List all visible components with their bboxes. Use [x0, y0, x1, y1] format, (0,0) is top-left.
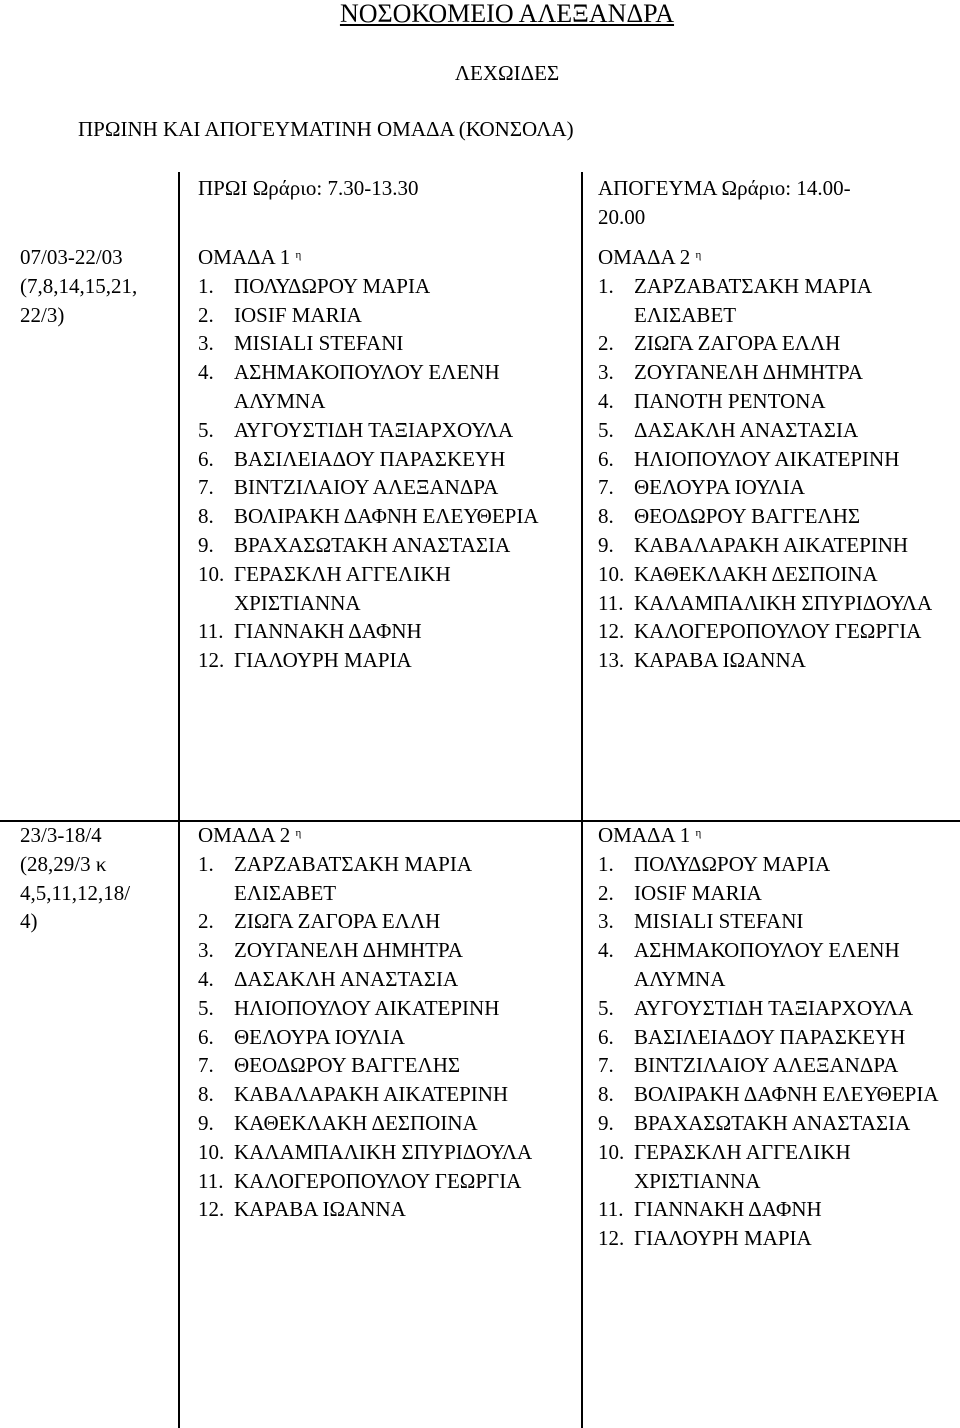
item-number: 5.	[198, 995, 214, 1020]
list-item	[198, 1195, 578, 1224]
person-name: ΘΕΛΟΥΡΑ ΙΟΥΛΙΑ	[634, 475, 805, 500]
list-item	[598, 850, 958, 879]
item-number: 12.	[598, 619, 625, 644]
item-number: 11.	[598, 1197, 624, 1222]
item-number: 1.	[598, 273, 614, 298]
item-number: 6.	[598, 446, 614, 471]
item-number: 10.	[598, 1139, 625, 1164]
item-number: 5.	[598, 417, 614, 442]
morning-shift-cell	[198, 821, 578, 1224]
item-number: 2.	[598, 331, 614, 356]
item-number: 5.	[598, 995, 614, 1020]
person-name: ΚΑΒΑΛΑΡΑΚΗ ΑΙΚΑΤΕΡΙΝΗ	[234, 1082, 509, 1107]
item-number: 8.	[598, 1082, 614, 1107]
morning-column-header: ΠΡΩΙ Ωράριο: 7.30-13.30	[198, 176, 419, 200]
person-name: ΔΑΣΑΚΛΗ ΑΝΑΣΤΑΣΙΑ	[234, 966, 459, 991]
group-label: ΟΜΑΔΑ 1 $^\eta$	[598, 823, 702, 847]
item-number: 10.	[198, 1139, 225, 1164]
person-name: ΚΑΘΕΚΛΑΚΗ ΔΕΣΠΟΙΝΑ	[634, 561, 878, 586]
list-item	[598, 1080, 958, 1109]
item-number: 12.	[198, 648, 225, 673]
group-label: ΟΜΑΔΑ 2 $^\eta$	[598, 245, 702, 269]
item-number: 9.	[198, 1110, 214, 1135]
item-number: 12.	[598, 1226, 625, 1251]
item-number: 8.	[598, 504, 614, 529]
item-number: 4.	[198, 966, 214, 991]
person-name: ΚΑΛΑΜΠΑΛΙΚΗ ΣΠΥΡΙΔΟΥΛΑ	[634, 590, 933, 615]
item-number: 12.	[198, 1197, 225, 1222]
table-divider-3	[178, 820, 180, 1428]
item-number: 4.	[198, 360, 214, 385]
list-item	[598, 1195, 958, 1224]
period-cell: 23/3-18/4 (28,29/3 κ 4,5,11,12,18/ 4)	[20, 823, 131, 934]
item-number: 4.	[598, 938, 614, 963]
table-divider-1	[178, 172, 180, 820]
list-item	[598, 1023, 958, 1052]
item-number: 9.	[598, 532, 614, 557]
list-item	[198, 301, 578, 330]
person-name: ΚΑΛΟΓΕΡΟΠΟΥΛΟΥ ΓΕΩΡΓΙΑ	[634, 619, 922, 644]
list-item	[598, 994, 958, 1023]
person-name: ΚΑΡΑΒΑ ΙΩΑΝΝΑ	[634, 648, 806, 673]
table-divider-2	[581, 172, 583, 820]
ward-subtitle: ΛΕΧΩΙΔΕΣ	[454, 61, 560, 85]
item-number: 2.	[198, 909, 214, 934]
person-name: ΒΡΑΧΑΣΩΤΑΚΗ ΑΝΑΣΤΑΣΙΑ	[634, 1110, 911, 1135]
list-item	[598, 272, 958, 330]
afternoon-column-header: ΑΠΟΓΕΥΜΑ Ωράριο: 14.00- 20.00	[598, 176, 851, 229]
person-name: ΒΑΣΙΛΕΙΑΔΟΥ ΠΑΡΑΣΚΕΥΗ	[234, 446, 506, 471]
group-label: ΟΜΑΔΑ 2 $^\eta$	[198, 823, 302, 847]
item-number: 9.	[198, 532, 214, 557]
list-item	[198, 646, 578, 675]
list-item	[198, 416, 578, 445]
item-number: 7.	[198, 1053, 214, 1078]
list-item	[198, 560, 578, 618]
item-number: 11.	[198, 619, 224, 644]
item-number: 7.	[598, 475, 614, 500]
person-name: MISIALI STEFANI	[634, 909, 804, 934]
item-number: 3.	[598, 360, 614, 385]
item-number: 2.	[598, 880, 614, 905]
person-name: ΖΙΩΓΑ ΖΑΓΟΡΑ ΕΛΛΗ	[634, 331, 841, 356]
table-divider-4	[581, 820, 583, 1428]
person-name: ΓΙΑΝΝΑΚΗ ΔΑΦΝΗ	[634, 1197, 822, 1222]
item-number: 9.	[598, 1110, 614, 1135]
person-name: ΔΑΣΑΚΛΗ ΑΝΑΣΤΑΣΙΑ	[634, 417, 859, 442]
team-heading: ΠΡΩΙΝΗ ΚΑΙ ΑΠΟΓΕΥΜΑΤΙΝΗ ΟΜΑΔΑ (ΚΟΝΣΟΛΑ)	[78, 117, 574, 141]
list-item	[598, 560, 958, 589]
person-name: ΒΑΣΙΛΕΙΑΔΟΥ ΠΑΡΑΣΚΕΥΗ	[634, 1024, 906, 1049]
list-item	[598, 531, 958, 560]
list-item	[598, 646, 958, 675]
list-item	[598, 387, 958, 416]
list-item	[198, 272, 578, 301]
person-name: ΑΥΓΟΥΣΤΙΔΗ ΤΑΞΙΑΡΧΟΥΛΑ	[634, 995, 914, 1020]
item-number: 4.	[598, 388, 614, 413]
item-number: 11.	[598, 590, 624, 615]
person-name: ΗΛΙΟΠΟΥΛΟΥ ΑΙΚΑΤΕΡΙΝΗ	[234, 995, 500, 1020]
morning-shift-cell	[198, 243, 578, 675]
list-item	[598, 589, 958, 618]
list-item	[198, 358, 578, 416]
person-name: ΒΟΛΙΡΑΚΗ ΔΑΦΝΗ ΕΛΕΥΘΕΡΙΑ	[634, 1082, 939, 1107]
person-name: ΒΟΛΙΡΑΚΗ ΔΑΦΝΗ ΕΛΕΥΘΕΡΙΑ	[234, 504, 539, 529]
item-number: 5.	[198, 417, 214, 442]
list-item	[198, 1080, 578, 1109]
person-name: IOSIF MARIA	[634, 880, 762, 905]
list-item	[198, 1023, 578, 1052]
person-name: ΚΑΘΕΚΛΑΚΗ ΔΕΣΠΟΙΝΑ	[234, 1110, 478, 1135]
item-number: 6.	[598, 1024, 614, 1049]
list-item	[198, 531, 578, 560]
person-name: ΠΟΛΥΔΩΡΟΥ ΜΑΡΙΑ	[234, 273, 431, 298]
list-item	[598, 936, 958, 994]
person-name: ΚΑΛΟΓΕΡΟΠΟΥΛΟΥ ΓΕΩΡΓΙΑ	[234, 1168, 522, 1193]
item-number: 7.	[198, 475, 214, 500]
list-item	[198, 850, 578, 908]
list-item	[198, 1109, 578, 1138]
group-label: ΟΜΑΔΑ 1 $^\eta$	[198, 245, 302, 269]
item-number: 10.	[198, 561, 225, 586]
person-name: ΠΟΛΥΔΩΡΟΥ ΜΑΡΙΑ	[634, 851, 831, 876]
person-name: ΒΡΑΧΑΣΩΤΑΚΗ ΑΝΑΣΤΑΣΙΑ	[234, 532, 511, 557]
person-name: ΚΑΒΑΛΑΡΑΚΗ ΑΙΚΑΤΕΡΙΝΗ	[634, 532, 909, 557]
list-item	[198, 994, 578, 1023]
list-item	[198, 1138, 578, 1167]
item-number: 11.	[198, 1168, 224, 1193]
item-number: 13.	[598, 648, 625, 673]
list-item	[598, 445, 958, 474]
person-name: ΓΙΑΛΟΥΡΗ ΜΑΡΙΑ	[234, 648, 412, 673]
item-number: 6.	[198, 1024, 214, 1049]
list-item	[198, 329, 578, 358]
list-item	[598, 329, 958, 358]
list-item	[198, 617, 578, 646]
list-item	[198, 1167, 578, 1196]
list-item	[598, 358, 958, 387]
person-name: ΓΕΡΑΣΚΛΗ ΑΓΓΕΛΙΚΗ ΧΡΙΣΤΙΑΝΝΑ	[234, 561, 451, 615]
person-name: ΖΑΡΖΑΒΑΤΣΑΚΗ ΜΑΡΙΑ ΕΛΙΣΑΒΕΤ	[234, 851, 471, 905]
item-number: 1.	[198, 273, 214, 298]
item-number: 3.	[598, 909, 614, 934]
list-item	[198, 936, 578, 965]
list-item	[598, 879, 958, 908]
page-title: ΝΟΣΟΚΟΜΕΙΟ ΑΛΕΞΑΝΔΡΑ	[339, 0, 675, 28]
list-item	[598, 1109, 958, 1138]
item-number: 2.	[198, 302, 214, 327]
list-item	[598, 907, 958, 936]
person-name: ΓΙΑΛΟΥΡΗ ΜΑΡΙΑ	[634, 1226, 812, 1251]
item-number: 6.	[198, 446, 214, 471]
list-item	[598, 416, 958, 445]
person-name: ΑΣΗΜΑΚΟΠΟΥΛΟΥ ΕΛΕΝΗ ΑΛΥΜΝΑ	[634, 938, 900, 991]
list-item	[198, 502, 578, 531]
person-name: ΘΕΟΔΩΡΟΥ ΒΑΓΓΕΛΗΣ	[634, 504, 861, 529]
person-name: MISIALI STEFANI	[234, 331, 404, 356]
person-name: ΓΙΑΝΝΑΚΗ ΔΑΦΝΗ	[234, 619, 422, 644]
item-number: 10.	[598, 561, 625, 586]
list-item	[598, 1138, 958, 1196]
period-cell: 07/03-22/03 (7,8,14,15,21, 22/3)	[20, 245, 138, 327]
person-name: ΖΑΡΖΑΒΑΤΣΑΚΗ ΜΑΡΙΑ ΕΛΙΣΑΒΕΤ	[634, 273, 871, 327]
person-name: ΗΛΙΟΠΟΥΛΟΥ ΑΙΚΑΤΕΡΙΝΗ	[634, 446, 900, 471]
list-item	[198, 965, 578, 994]
list-item	[598, 1051, 958, 1080]
person-name: ΘΕΛΟΥΡΑ ΙΟΥΛΙΑ	[234, 1024, 405, 1049]
list-item	[198, 1051, 578, 1080]
person-name: ΓΕΡΑΣΚΛΗ ΑΓΓΕΛΙΚΗ ΧΡΙΣΤΙΑΝΝΑ	[634, 1139, 851, 1193]
list-item	[598, 473, 958, 502]
list-item	[598, 1224, 958, 1253]
person-name: IOSIF MARIA	[234, 302, 362, 327]
person-name: ΖΟΥΓΑΝΕΛΗ ΔΗΜΗΤΡΑ	[234, 938, 463, 963]
person-name: ΑΣΗΜΑΚΟΠΟΥΛΟΥ ΕΛΕΝΗ ΑΛΥΜΝΑ	[234, 360, 500, 413]
list-item	[598, 617, 958, 646]
person-name: ΘΕΟΔΩΡΟΥ ΒΑΓΓΕΛΗΣ	[234, 1053, 461, 1078]
afternoon-shift-cell	[598, 243, 958, 675]
person-name: ΒΙΝΤΖΙΛΑΙΟΥ ΑΛΕΞΑΝΔΡΑ	[234, 475, 499, 500]
list-item	[198, 473, 578, 502]
item-number: 1.	[598, 851, 614, 876]
list-item	[598, 502, 958, 531]
list-item	[198, 445, 578, 474]
item-number: 8.	[198, 504, 214, 529]
person-name: ΚΑΛΑΜΠΑΛΙΚΗ ΣΠΥΡΙΔΟΥΛΑ	[234, 1139, 533, 1164]
item-number: 8.	[198, 1082, 214, 1107]
item-number: 3.	[198, 938, 214, 963]
person-name: ΠΑΝΟΤΗ ΡΕΝΤΟΝΑ	[634, 388, 826, 413]
person-name: ΑΥΓΟΥΣΤΙΔΗ ΤΑΞΙΑΡΧΟΥΛΑ	[234, 417, 514, 442]
item-number: 7.	[598, 1053, 614, 1078]
list-item	[198, 907, 578, 936]
person-name: ΖΟΥΓΑΝΕΛΗ ΔΗΜΗΤΡΑ	[634, 360, 863, 385]
person-name: ΒΙΝΤΖΙΛΑΙΟΥ ΑΛΕΞΑΝΔΡΑ	[634, 1053, 899, 1078]
item-number: 1.	[198, 851, 214, 876]
person-name: ΖΙΩΓΑ ΖΑΓΟΡΑ ΕΛΛΗ	[234, 909, 441, 934]
person-name: ΚΑΡΑΒΑ ΙΩΑΝΝΑ	[234, 1197, 406, 1222]
item-number: 3.	[198, 331, 214, 356]
afternoon-shift-cell	[598, 821, 958, 1253]
